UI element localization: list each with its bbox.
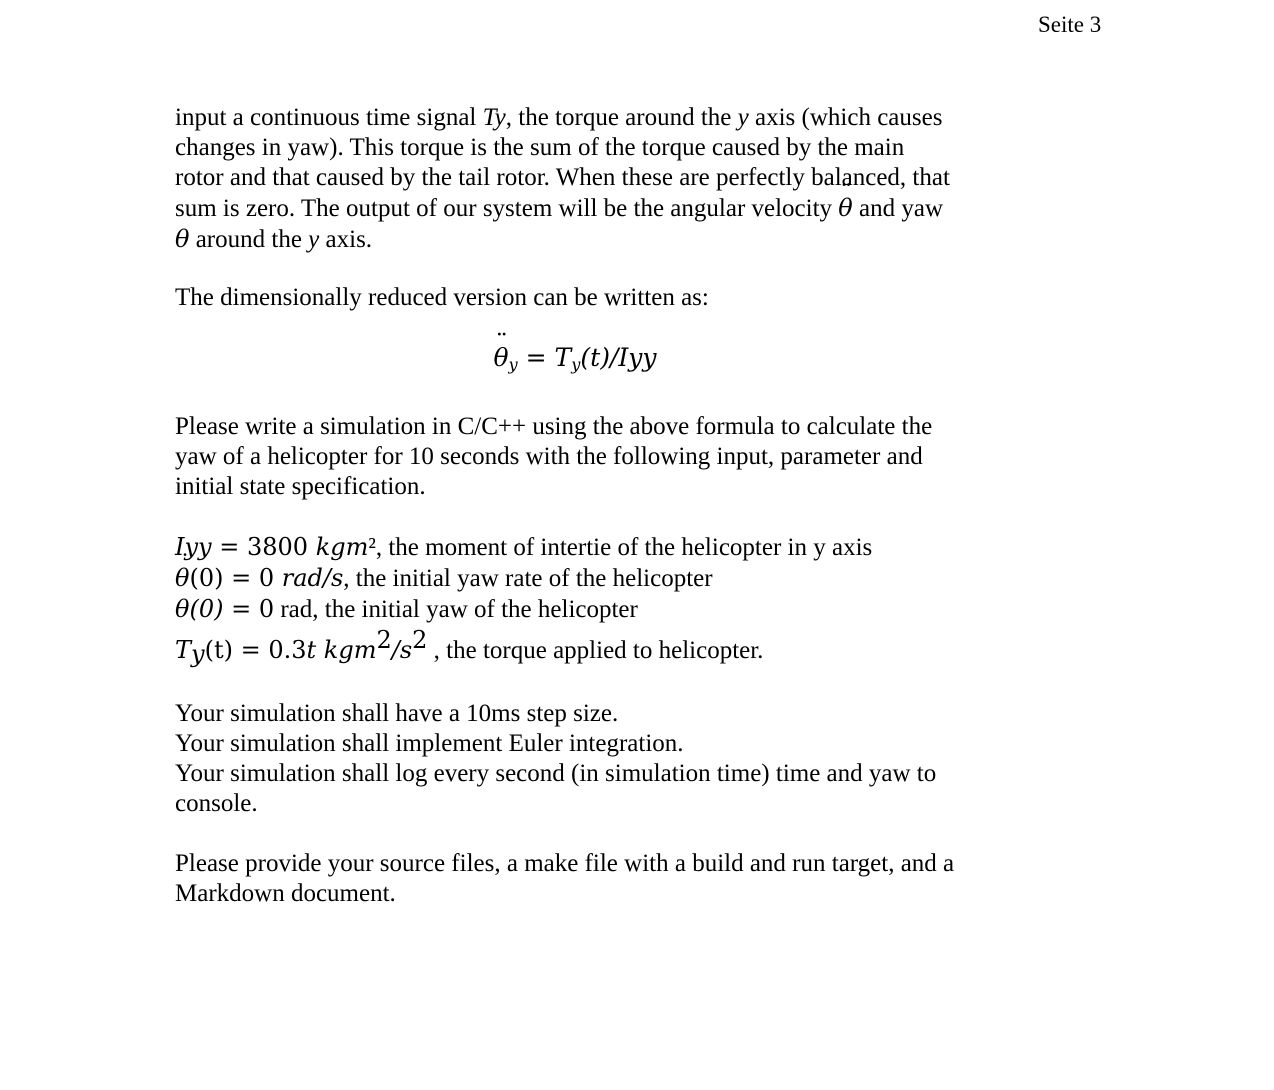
page-number: Seite 3	[1038, 12, 1102, 37]
param-torque: $T_y(t) = 0.3t$ $kgm^2/s^2$ , the torque applied to helicopter.	[175, 626, 764, 668]
param-initial-yaw: θ(0) = 0 rad, the initial yaw of the helicopter	[175, 595, 638, 623]
param-initial-yaw-rate: ˙ θ(0) = 0 rad/s, the initial yaw rate of the helicopter	[175, 563, 985, 594]
task-paragraph: Please write a simulation in C/C++ using the above formula to calculate the yaw of a helicopter for 10 seconds with the following input, parameter and initial state specification.	[175, 413, 933, 500]
parameter-list	[175, 532, 985, 669]
param-iyy: Iyy = 3800 kgm², the moment of intertie of the helicopter in y axis	[175, 533, 873, 561]
requirements-paragraph: Your simulation shall have a 10ms step size. Your simulation shall implement Euler integration. Your simulation shall log every second (in simulation time) time and yaw to console.	[175, 700, 937, 817]
document-body	[175, 103, 985, 909]
reduced-heading: The dimensionally reduced version can be written as:	[175, 284, 709, 311]
intro-paragraph: input a continuous time signal Ty, the torque around the y axis (which causes changes in yaw). This torque is the sum of the torque caused by the main rotor and that caused by the tail rotor. When these are perfectly balanced, that sum is zero. The output of our system will be the angular velocity ¨ θ and yaw θ around the y axis.	[175, 103, 985, 255]
equation: ¨ $\theta_y = T_y(t)/Iyy$	[175, 341, 975, 382]
deliverables-paragraph: Please provide your source files, a make file with a build and run target, and a Markdown document.	[175, 850, 955, 907]
theta-ddot-symbol: ¨ θ	[838, 193, 852, 223]
